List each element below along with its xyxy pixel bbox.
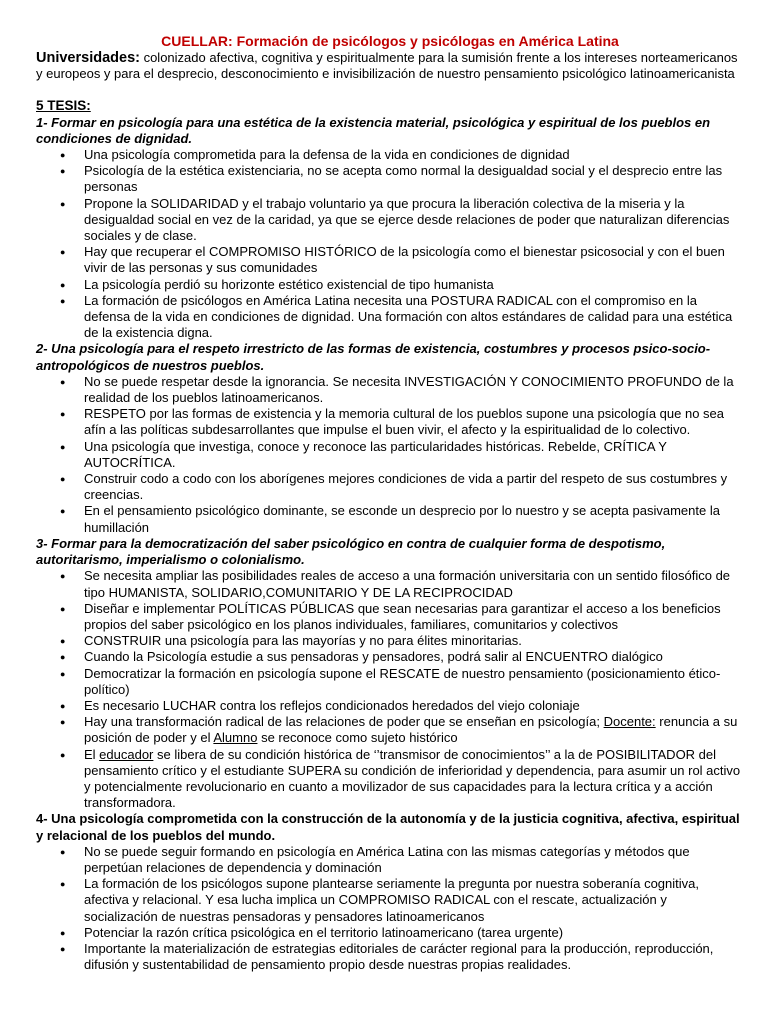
thesis-3-title: 3- Formar para la democratización del saber psicológico en contra de cualquier forma de despotismo, autoritarismo, imperialismo o colonialismo. [36, 535, 666, 568]
list-item: ● Hay que recuperar el COMPROMISO HISTÓRICO de la psicología como el bienestar psicosocial y con el buen vivir de las personas y sus comunidades [84, 244, 744, 276]
docente-text-before: Hay una transformación radical de las relaciones de poder que se enseñan en psicología; [84, 714, 604, 730]
list-item [84, 747, 744, 812]
list-item: ● Construir codo a codo con los aborígenes mejores condiciones de vida a partir del respeto de sus costumbres y creencias. [84, 471, 744, 503]
list-item: ● Potenciar la razón crítica psicológica en el territorio latinoamericano (tarea urgente) [84, 925, 744, 941]
thesis-1-list [36, 147, 744, 341]
list-item: ● Se necesita ampliar las posibilidades reales de acceso a una formación universitaria con un sentido filosófico de tipo HUMANISTA, SOLIDARIO,COMUNITARIO Y DE LA RECIPROCIDAD [84, 568, 744, 600]
list-item: ● CONSTRUIR una psicología para las mayorías y no para élites minoritarias. [84, 633, 744, 649]
list-item: ● La psicología perdió su horizonte estético existencial de tipo humanista [84, 277, 744, 293]
list-item: ● No se puede seguir formando en psicología en América Latina con las mismas categorías y métodos que perpetúan relaciones de dependencia y dominación [84, 844, 744, 876]
intro-text: colonizado afectiva, cognitiva y espiritualmente para la sumisión frente a los intereses norteamericanos y europeos y para el desprecio, desconocimiento e invisibilización de nuestro pensamiento psicológico latinoamericanista [36, 50, 738, 82]
list-item: ● Una psicología que investiga, conoce y reconoce las particularidades históricas. Rebelde, CRÍTICA Y AUTOCRÍTICA. [84, 439, 744, 471]
list-item: ● La formación de psicólogos en América Latina necesita una POSTURA RADICAL con el compromiso en la defensa de la vida en condiciones de dignidad. Una formación con altos estándares de calidad para una estética de la existencia digna. [84, 293, 744, 342]
educador-text-before: El [84, 746, 100, 762]
thesis-2-title: 2- Una psicología para el respeto irrestricto de las formas de existencia, costumbres y procesos psico-socio-antropológicos de nuestros pueblos. [36, 341, 711, 373]
document-title: CUELLAR: Formación de psicólogos y psicólogas en América Latina [161, 33, 619, 49]
list-item: ● Diseñar e implementar POLÍTICAS PÚBLICAS que sean necesarias para garantizar el acceso a los beneficios propios del saber psicológico en los planos individuales, familiares, comunitarios y colectivos [84, 601, 744, 633]
list-item: ● No se puede respetar desde la ignorancia. Se necesita INVESTIGACIÓN Y CONOCIMIENTO PROFUNDO de la realidad de los pueblos latinoamericanos. [84, 374, 744, 406]
tesis-heading: 5 TESIS: [36, 98, 91, 114]
docente-text-after: se reconoce como sujeto histórico [257, 730, 458, 746]
intro-paragraph [36, 50, 744, 82]
thesis-4-list [36, 844, 744, 974]
list-item: ● RESPETO por las formas de existencia y la memoria cultural de los pueblos supone una psicología que no sea afín a las políticas subdesarrollantes que impulse el buen vivir, el afecto y la espiritualidad de lo colectivo. [84, 406, 744, 438]
list-item: ● Cuando la Psicología estudie a sus pensadoras y pensadores, podrá salir al ENCUENTRO dialógico [84, 649, 744, 665]
educador-text-after: se libera de su condición histórica de ‘’transmisor de conocimientos’’ a la de POSIBILITADOR del pensamiento crítico y el estudiante SUPERA su condición de inferioridad y dependencia, para asumir un rol activo y potencialmente revolucionario en cuanto a movilizador de sus capacidades para la lectura crítica y a acción transformadora. [84, 746, 741, 811]
list-item [84, 714, 744, 746]
list-item: ● Propone la SOLIDARIDAD y el trabajo voluntario ya que procura la liberación colectiva de la miseria y la desigualdad social en vez de la caridad, ya que se ejerce desde relaciones de poder que naturalizan diferencias sociales y de clase. [84, 196, 744, 245]
blank-line [36, 82, 744, 98]
educador-term: educador [99, 746, 154, 762]
docente-term: Docente: [603, 714, 656, 730]
thesis-3-list [36, 568, 744, 811]
list-item: ● Una psicología comprometida para la defensa de la vida en condiciones de dignidad [84, 147, 744, 163]
list-item: ● La formación de los psicólogos supone plantearse seriamente la pregunta por nuestra soberanía cognitiva, afectiva y relacional. Y esa lucha implica un COMPROMISO RADICAL con el rescate, actualización y socialización de nuestras pensadoras y pensadores latinoamericanos [84, 876, 744, 925]
thesis-1-title: 1- Formar en psicología para una estética de la existencia material, psicológica y espiritual de los pueblos en condiciones de dignidad. [36, 114, 711, 146]
list-item: ● Importante la materialización de estrategias editoriales de carácter regional para la producción, reproducción, difusión y sustentabilidad de pensamiento propio desde nuestras propias realidades. [84, 941, 744, 973]
list-item: ● En el pensamiento psicológico dominante, se esconde un desprecio por lo nuestro y se acepta pasivamente la humillación [84, 503, 744, 535]
intro-label: Universidades: [36, 50, 140, 66]
list-item: ● Psicología de la estética existenciaria, no se acepta como normal la desigualdad social y el desprecio entre las personas [84, 163, 744, 195]
list-item: ● Es necesario LUCHAR contra los reflejos condicionados heredados del viejo coloniaje [84, 698, 744, 714]
thesis-2-list [36, 374, 744, 536]
list-item: ● Democratizar la formación en psicología supone el RESCATE de nuestro pensamiento (posicionamiento ético-político) [84, 666, 744, 698]
thesis-4-title: 4- Una psicología comprometida con la construcción de la autonomía y de la justicia cognitiva, afectiva, espiritual y relacional de los pueblos del mundo. [36, 811, 740, 843]
docente-text-middle: renuncia a su posición de poder y el [84, 714, 738, 746]
alumno-term: Alumno [213, 730, 258, 746]
